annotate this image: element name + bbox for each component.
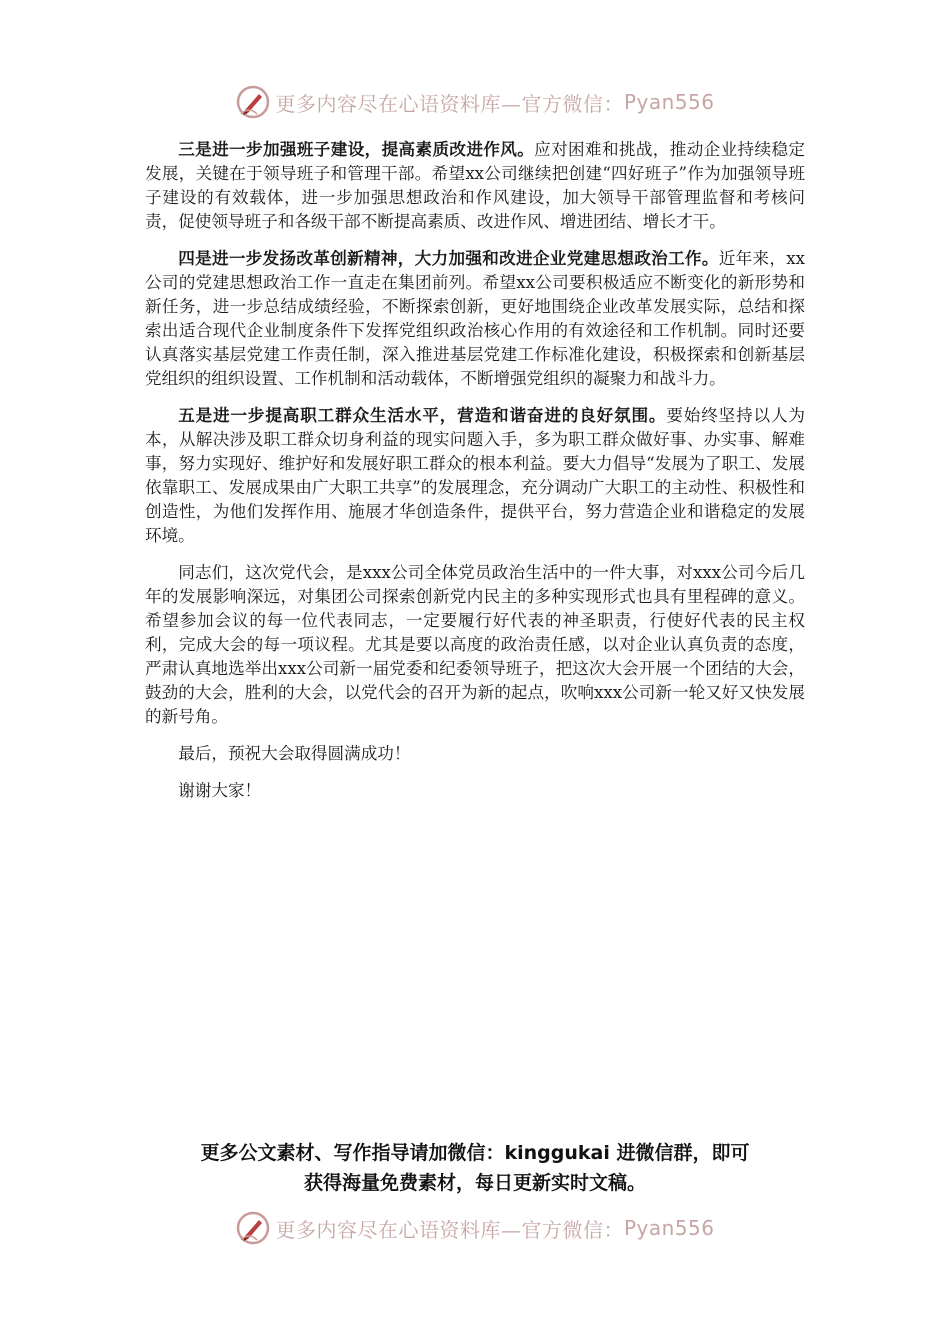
footer-note-line-1: 更多公文素材、写作指导请加微信：kinggukai 进微信群，即可 — [200, 1142, 750, 1164]
paragraph-3 — [145, 138, 805, 234]
banner-text: 更多内容尽在心语资料库—官方微信： — [275, 1217, 624, 1242]
footer-note — [100, 1138, 850, 1198]
header-banner — [0, 82, 950, 122]
pen-logo-icon — [235, 1210, 271, 1246]
footer-note-line-2: 获得海量免费素材，每日更新实时文稿。 — [303, 1172, 646, 1194]
paragraph-lead: 四是进一步发扬改革创新精神，大力加强和改进企业党建思想政治工作。 — [178, 249, 719, 268]
paragraph-closing-wish — [145, 742, 805, 766]
paragraph-text: 近年来，xx公司的党建思想政治工作一直走在集团前列。希望xx公司要积极适应不断变化的新形势和新任务，进一步总结成绩经验，不断探索创新，更好地围绕企业改革发展实际，总结和探索出适合现代企业制度条件下发挥党组织政治核心作用的有效途径和工作机制。同时还要认真落实基层党建工作责任制，深入推进基层党建工作标准化建设，积极探索和创新基层党组织的组织设置、工作机制和活动载体，不断增强党组织的凝聚力和战斗力。 — [145, 249, 806, 388]
paragraph-comrades — [145, 561, 805, 729]
paragraph-5 — [145, 404, 805, 548]
footer-banner — [0, 1208, 950, 1248]
paragraph-text: 应对困难和挑战，推动企业持续稳定发展，关键在于领导班子和管理干部。希望xx公司继续把创建“四好班子”作为加强领导班子建设的有效载体，进一步加强思想政治和作风建设，加大领导干部管理监督和考核问责，促使领导班子和各级干部不断提高素质、改进作风、增进团结、增长才干。 — [145, 140, 806, 231]
pen-logo-icon — [235, 84, 271, 120]
paragraph-lead: 三是进一步加强班子建设，提高素质改进作风。 — [178, 140, 535, 159]
paragraph-4 — [145, 247, 805, 391]
paragraph-text: 同志们，这次党代会，是xxx公司全体党员政治生活中的一件大事，对xxx公司今后几年的发展影响深远，对集团公司探索创新党内民主的多种实现形式也具有里程碑的意义。希望参加会议的每一位代表同志，一定要履行好代表的神圣职责，行使好代表的民主权利，完成大会的每一项议程。尤其是要以高度的政治责任感，以对企业认真负责的态度，严肃认真地选举出xxx公司新一届党委和纪委领导班子，把这次大会开展一个团结的大会，鼓劲的大会，胜利的大会，以党代会的召开为新的起点，吹响xxx公司新一轮又好又快发展的新号角。 — [145, 563, 805, 726]
banner-text: 更多内容尽在心语资料库—官方微信： — [275, 91, 624, 116]
document-body — [145, 138, 805, 816]
paragraph-lead: 五是进一步提高职工群众生活水平，营造和谐奋进的良好氛围。 — [178, 406, 667, 425]
banner-wechat-id: Pyan556 — [623, 90, 715, 114]
paragraph-thanks — [145, 779, 805, 803]
paragraph-text: 要始终坚持以人为本，从解决涉及职工群众切身利益的现实问题入手，多为职工群众做好事、办实事、解难事，努力实现好、维护好和发展好职工群众的根本利益。要大力倡导“发展为了职工、发展依靠职工、发展成果由广大职工共享”的发展理念，充分调动广大职工的主动性、积极性和创造性，为他们发挥作用、施展才华创造条件，提供平台，努力营造企业和谐稳定的发展环境。 — [145, 406, 806, 545]
paragraph-text: 最后，预祝大会取得圆满成功！ — [178, 744, 411, 763]
banner-wechat-id: Pyan556 — [623, 1216, 715, 1240]
paragraph-text: 谢谢大家！ — [178, 781, 262, 800]
